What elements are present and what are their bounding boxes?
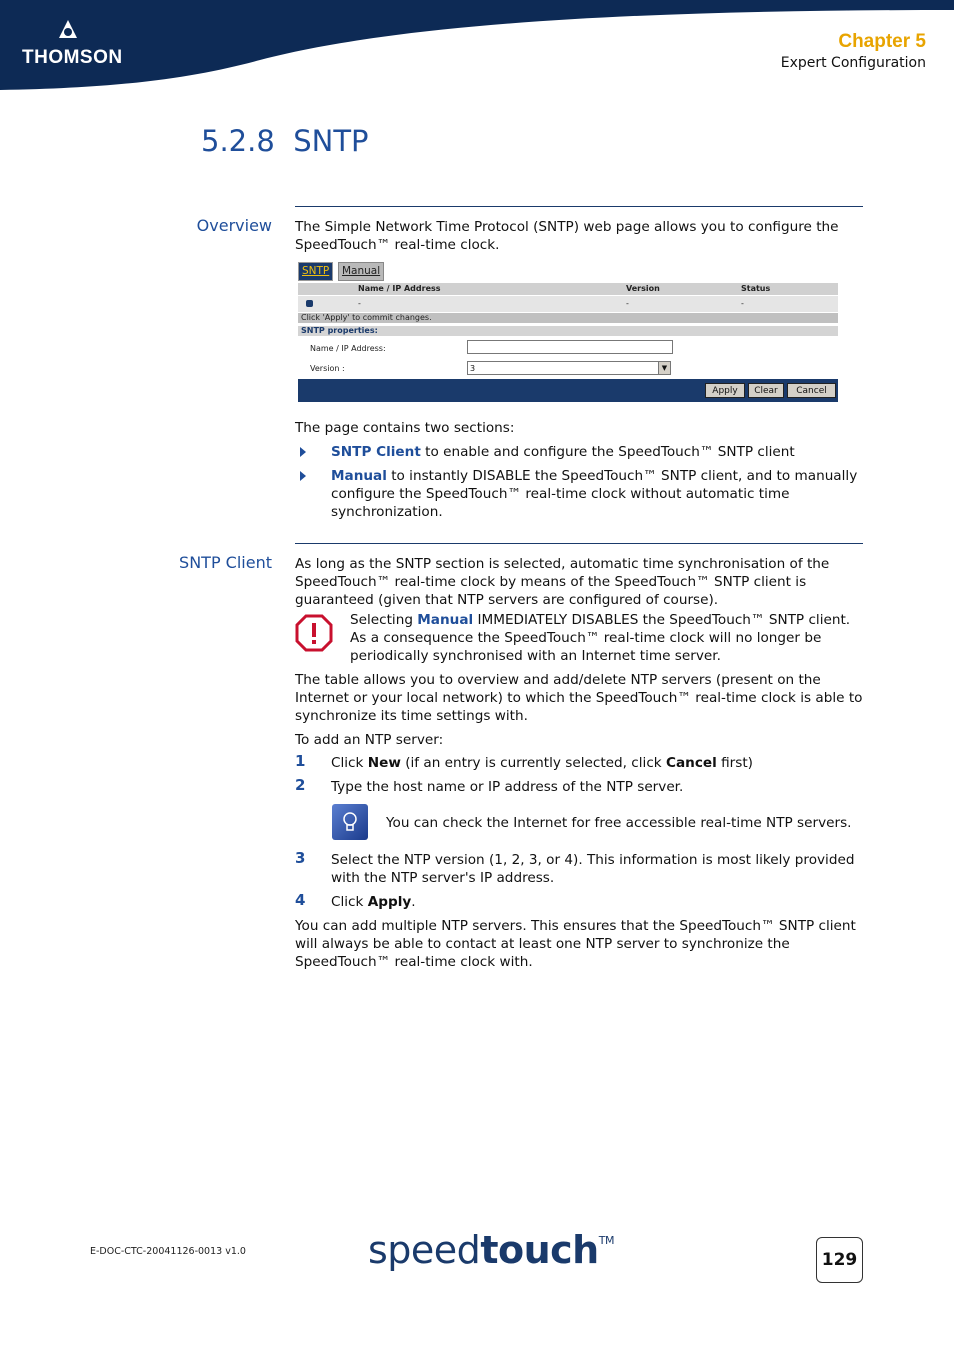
step-keyword: Apply xyxy=(367,894,412,910)
step-text: . xyxy=(411,894,416,910)
link-sntp-client[interactable]: SNTP Client xyxy=(331,444,421,460)
col-status: Status xyxy=(741,284,771,293)
commit-notice: Click 'Apply' to commit changes. xyxy=(298,313,838,323)
step-number: 1 xyxy=(295,752,306,770)
overview-heading: Overview xyxy=(196,216,272,235)
bullet-sntp-client xyxy=(331,443,863,461)
table-header xyxy=(298,283,838,295)
section-number: 5.2.8 xyxy=(201,124,275,158)
bullet-manual xyxy=(331,467,863,521)
section-divider xyxy=(295,543,863,544)
step-number: 4 xyxy=(295,891,306,909)
logo-light: speed xyxy=(368,1228,481,1272)
step-keyword: Cancel xyxy=(666,755,717,771)
speedtouch-logo xyxy=(368,1228,614,1272)
sntp-client-para3: You can add multiple NTP servers. This ensures that the SpeedTouch™ SNTP client will always be able to contact at least one NTP server to synchronize the SpeedTouch™ real-time clock with. xyxy=(295,918,856,970)
bullet-text: to enable and configure the SpeedTouch™ SNTP client xyxy=(420,444,795,460)
warning-text xyxy=(350,611,863,665)
apply-button[interactable]: Apply xyxy=(705,383,745,398)
step-number: 2 xyxy=(295,776,306,794)
tip-text: You can check the Internet for free accessible real-time NTP servers. xyxy=(386,815,852,831)
overview-intro: The Simple Network Time Protocol (SNTP) web page allows you to configure the SpeedTouch™ real-time clock. xyxy=(295,219,839,253)
clear-button[interactable]: Clear xyxy=(748,383,784,398)
chapter-label: Chapter 5 xyxy=(838,31,926,52)
step-text: (if an entry is currently selected, click xyxy=(400,755,666,771)
version-label: Version : xyxy=(310,364,345,373)
link-manual[interactable]: Manual xyxy=(417,612,474,628)
section-name: SNTP xyxy=(293,124,369,158)
button-bar xyxy=(298,379,838,402)
tab-manual[interactable]: Manual xyxy=(338,262,384,281)
logo-bold: touch xyxy=(480,1228,599,1272)
chapter-subtitle: Expert Configuration xyxy=(780,55,926,71)
step-text: Click xyxy=(331,755,368,771)
col-name: Name / IP Address xyxy=(358,284,441,293)
chevron-down-icon[interactable]: ▼ xyxy=(658,362,670,374)
sntp-client-para1: As long as the SNTP section is selected, automatic time synchronisation of the SpeedTouch™ real-time clock by means of the SpeedTouch™ SNTP client is guaranteed (given that NTP servers are configured of course). xyxy=(295,556,830,608)
warning-pre: Selecting xyxy=(350,612,418,628)
step-1 xyxy=(331,754,863,772)
header-banner xyxy=(0,0,954,95)
step-4 xyxy=(331,893,863,911)
brand-name: THOMSON xyxy=(22,47,123,68)
step-text: Click xyxy=(331,894,368,910)
sections-intro: The page contains two sections: xyxy=(295,420,515,436)
properties-title: SNTP properties: xyxy=(298,326,838,336)
name-input[interactable] xyxy=(467,340,673,354)
link-manual[interactable]: Manual xyxy=(331,468,387,484)
version-value: 3 xyxy=(470,364,476,373)
bullet-text: to instantly DISABLE the SpeedTouch™ SNTP client, and to manually configure the SpeedTouch™ real-time clock without automatic time synchronization. xyxy=(331,468,858,520)
bullet-arrow-icon xyxy=(300,471,306,481)
version-select[interactable] xyxy=(467,361,671,375)
section-divider xyxy=(295,206,863,207)
row-version: - xyxy=(626,299,629,308)
section-title xyxy=(201,124,369,158)
row-select-icon[interactable] xyxy=(306,300,313,307)
step-number: 3 xyxy=(295,849,306,867)
bullet-arrow-icon xyxy=(300,447,306,457)
sntp-client-para2: The table allows you to overview and add/delete NTP servers (present on the Internet or your local network) to which the SpeedTouch™ real-time clock is able to synchronize its time settings with. xyxy=(295,672,863,724)
row-name: - xyxy=(358,299,361,308)
sntp-page-screenshot xyxy=(297,261,839,406)
warning-post: IMMEDIATELY DISABLES the SpeedTouch™ SNTP client. As a consequence the SpeedTouch™ real-time clock will no longer be periodically synchronised with an Internet time server. xyxy=(350,612,851,664)
table-row[interactable] xyxy=(298,296,838,312)
page-number: 129 xyxy=(816,1237,863,1283)
cancel-button[interactable]: Cancel xyxy=(787,383,836,398)
row-status: - xyxy=(741,299,744,308)
lightbulb-tip-icon xyxy=(332,804,368,840)
name-label: Name / IP Address: xyxy=(310,344,386,353)
warning-icon xyxy=(295,614,333,652)
tab-sntp[interactable]: SNTP xyxy=(298,262,333,281)
logo-tm: TM xyxy=(598,1234,614,1247)
step-text: first) xyxy=(716,755,753,771)
col-version: Version xyxy=(626,284,660,293)
add-server-intro: To add an NTP server: xyxy=(295,732,444,748)
sntp-client-heading: SNTP Client xyxy=(179,553,272,572)
step-2: Type the host name or IP address of the NTP server. xyxy=(331,779,684,795)
step-keyword: New xyxy=(367,755,401,771)
step-3: Select the NTP version (1, 2, 3, or 4). This information is most likely provided with the NTP server's IP address. xyxy=(331,852,855,886)
document-id: E-DOC-CTC-20041126-0013 v1.0 xyxy=(90,1246,246,1257)
